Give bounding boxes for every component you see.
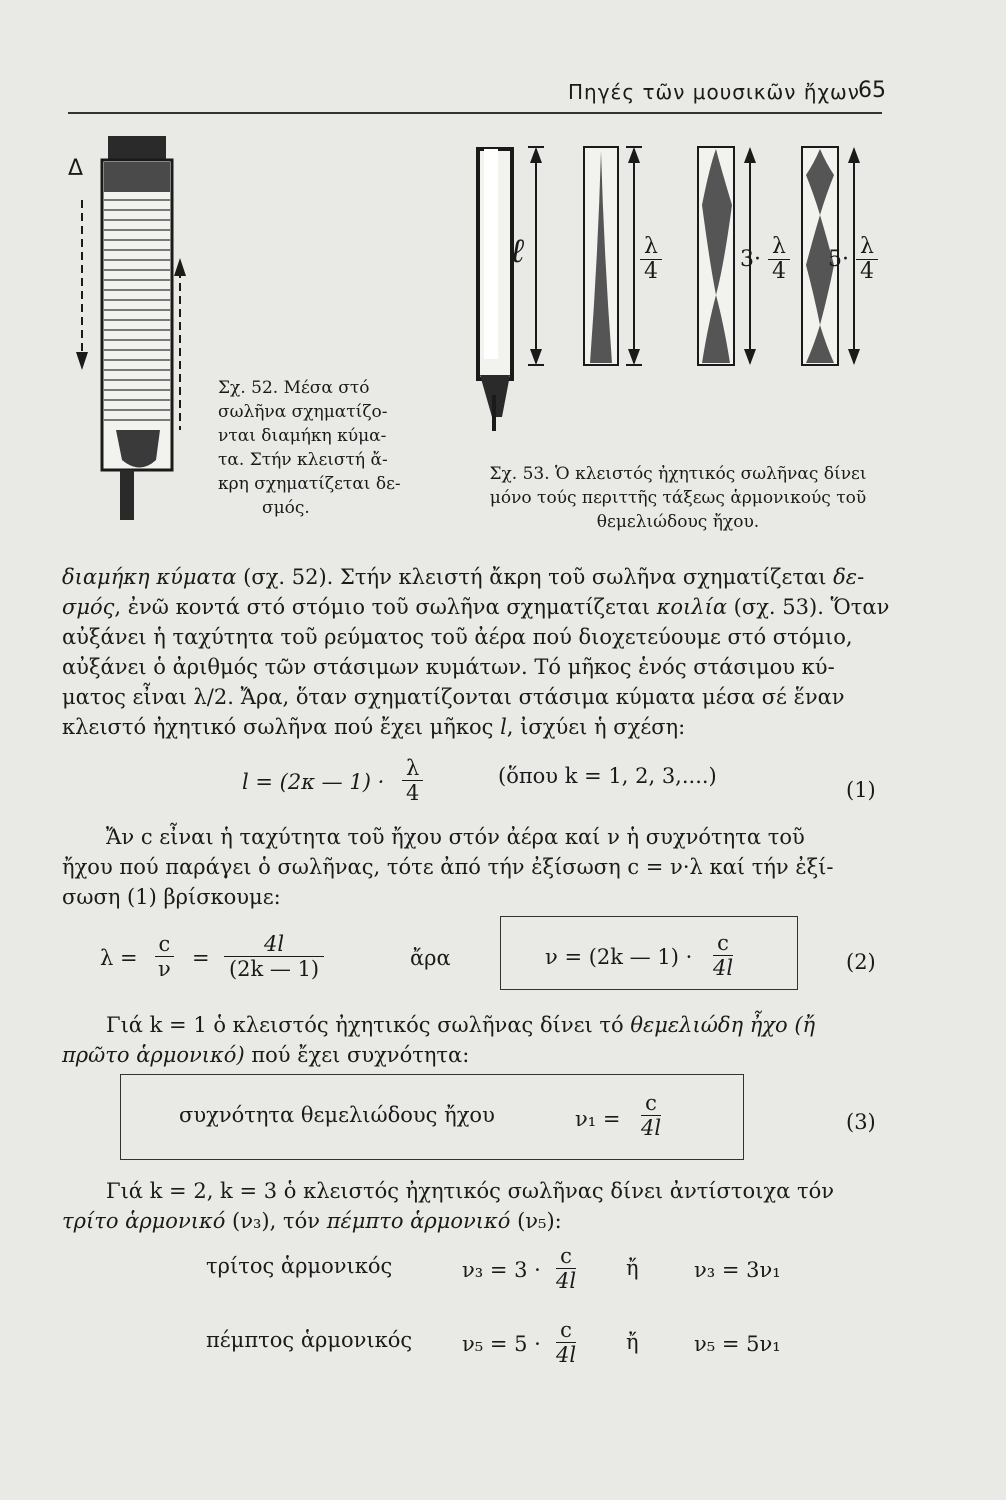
paragraph-standing-waves: διαμήκη κύματα (σχ. 52). Στήν κλειστή ἄκρη τοῦ σωλῆνα σχηματίζεται δε- σμός, ἐνῶ κοντά στό στόμιο τοῦ σωλῆνα σχηματίζεται κοιλία (σχ. 53). Ὅταν αὐξάνει ἡ ταχύτητα τοῦ ρεύματος τοῦ ἀέρα πού διοχετεύουμε στό στόμιο, αὐξάνει ὁ ἀριθμός τῶν στάσιμων κυμάτων. Τό μῆκος ἑνός στάσιμου κύ- ματος εἶναι λ/2. Ἄρα, ὅταν σχηματίζονται στάσιμα κύματα μέσα σέ ἕναν κλειστό ἠχητικό σωλῆνα πού ἔχει μῆκος l, ἰσχύει ἡ σχέση: xyxy=(62,565,890,739)
five-lambda-over-4-label: 5· $\frac{\lambda}{4}$ xyxy=(828,235,878,284)
figure-53 xyxy=(470,135,890,435)
paragraph-fundamental: Γιά k = 1 ὁ κλειστός ἠχητικός σωλῆνας δίνει τό θεμελιώδη ἦχο (ἤ πρῶτο ἁρμονικό) πού ἔχει συχνότητα: xyxy=(62,1013,816,1067)
closed-pipe-drawing xyxy=(60,130,200,530)
equation-number: (1) xyxy=(846,778,876,802)
length-label: ℓ xyxy=(510,231,525,271)
paragraph-odd-harmonics: Γιά k = 2, k = 3 ὁ κλειστός ἠχητικός σωλῆνας δίνει ἀντίστοιχα τόν τρίτο ἁρμονικό (ν₃), τόν πέμπτο ἁρμονικό (ν₅): xyxy=(62,1179,834,1233)
figure-52 xyxy=(60,130,200,530)
caption-line: Σχ. 52. Μέσα στό xyxy=(218,378,370,398)
figure-53-caption xyxy=(468,462,888,534)
equation-3-box: συχνότητα θεμελιώδους ἤχου ν₁ = $\frac{c}{4l}$ xyxy=(120,1074,744,1160)
delta-label: Δ xyxy=(68,156,84,181)
caption-line: τα. Στήν κλειστή ἄ- xyxy=(218,450,388,470)
caption-line: κρη σχηματίζεται δε- xyxy=(218,474,401,494)
equation-number: (2) xyxy=(846,950,876,974)
equation-third-harmonic: τρίτος ἁρμονικός ν₃ = 3 · $\frac{c}{4l}$ ἤ ν₃ = 3ν₁ xyxy=(206,1244,781,1293)
lambda-over-4-label: $\frac{\lambda}{4}$ xyxy=(640,235,662,284)
page-number: 65 xyxy=(858,78,886,103)
caption-line: σωλῆνα σχηματίζο- xyxy=(218,402,388,422)
pipe-harmonics-drawing xyxy=(470,135,890,435)
header-rule xyxy=(68,112,882,114)
running-header: Πηγές τῶν μουσικῶν ἤχων xyxy=(568,80,860,104)
three-lambda-over-4-label: 3· $\frac{\lambda}{4}$ xyxy=(740,235,790,284)
paragraph-speed-frequency: Ἄν c εἶναι ἡ ταχύτητα τοῦ ἤχου στόν ἀέρα καί ν ἡ συχνότητα τοῦ ἤχου πού παράγει ὁ σωλῆνας, τότε ἀπό τήν ἐξίσωση c = ν·λ καί τήν ἐξί- σωση (1) βρίσκουμε: xyxy=(62,825,834,909)
caption-line: σμός. xyxy=(262,498,310,518)
figure-52-caption xyxy=(218,376,401,520)
equation-2: λ = $\frac{c}{\nu}$ = $\frac{4l}{(2k — 1)}$ ἄρα ν = (2k — 1) · $\frac{c}{4l}$ (2) xyxy=(100,922,880,992)
caption-line: νται διαμήκη κύμα- xyxy=(218,426,387,446)
caption-line: θεμελιώδους ἤχου. xyxy=(596,512,760,532)
equation-2-box: ν = (2k — 1) · $\frac{c}{4l}$ xyxy=(500,916,798,990)
caption-line: μόνο τούς περιττῆς τάξεως ἁρμονικούς τοῦ xyxy=(489,488,867,508)
equation-fifth-harmonic: πέμπτος ἁρμονικός ν₅ = 5 · $\frac{c}{4l}$ ἤ ν₅ = 5ν₁ xyxy=(206,1318,781,1367)
equation-number: (3) xyxy=(846,1110,876,1134)
equation-1: l = (2κ — 1) · $\frac{\lambda}{4}$ (ὅπου k = 1, 2, 3,....) (1) xyxy=(242,756,876,805)
caption-line: Σχ. 53. Ὁ κλειστός ἠχητικός σωλῆνας δίνει xyxy=(489,464,867,484)
